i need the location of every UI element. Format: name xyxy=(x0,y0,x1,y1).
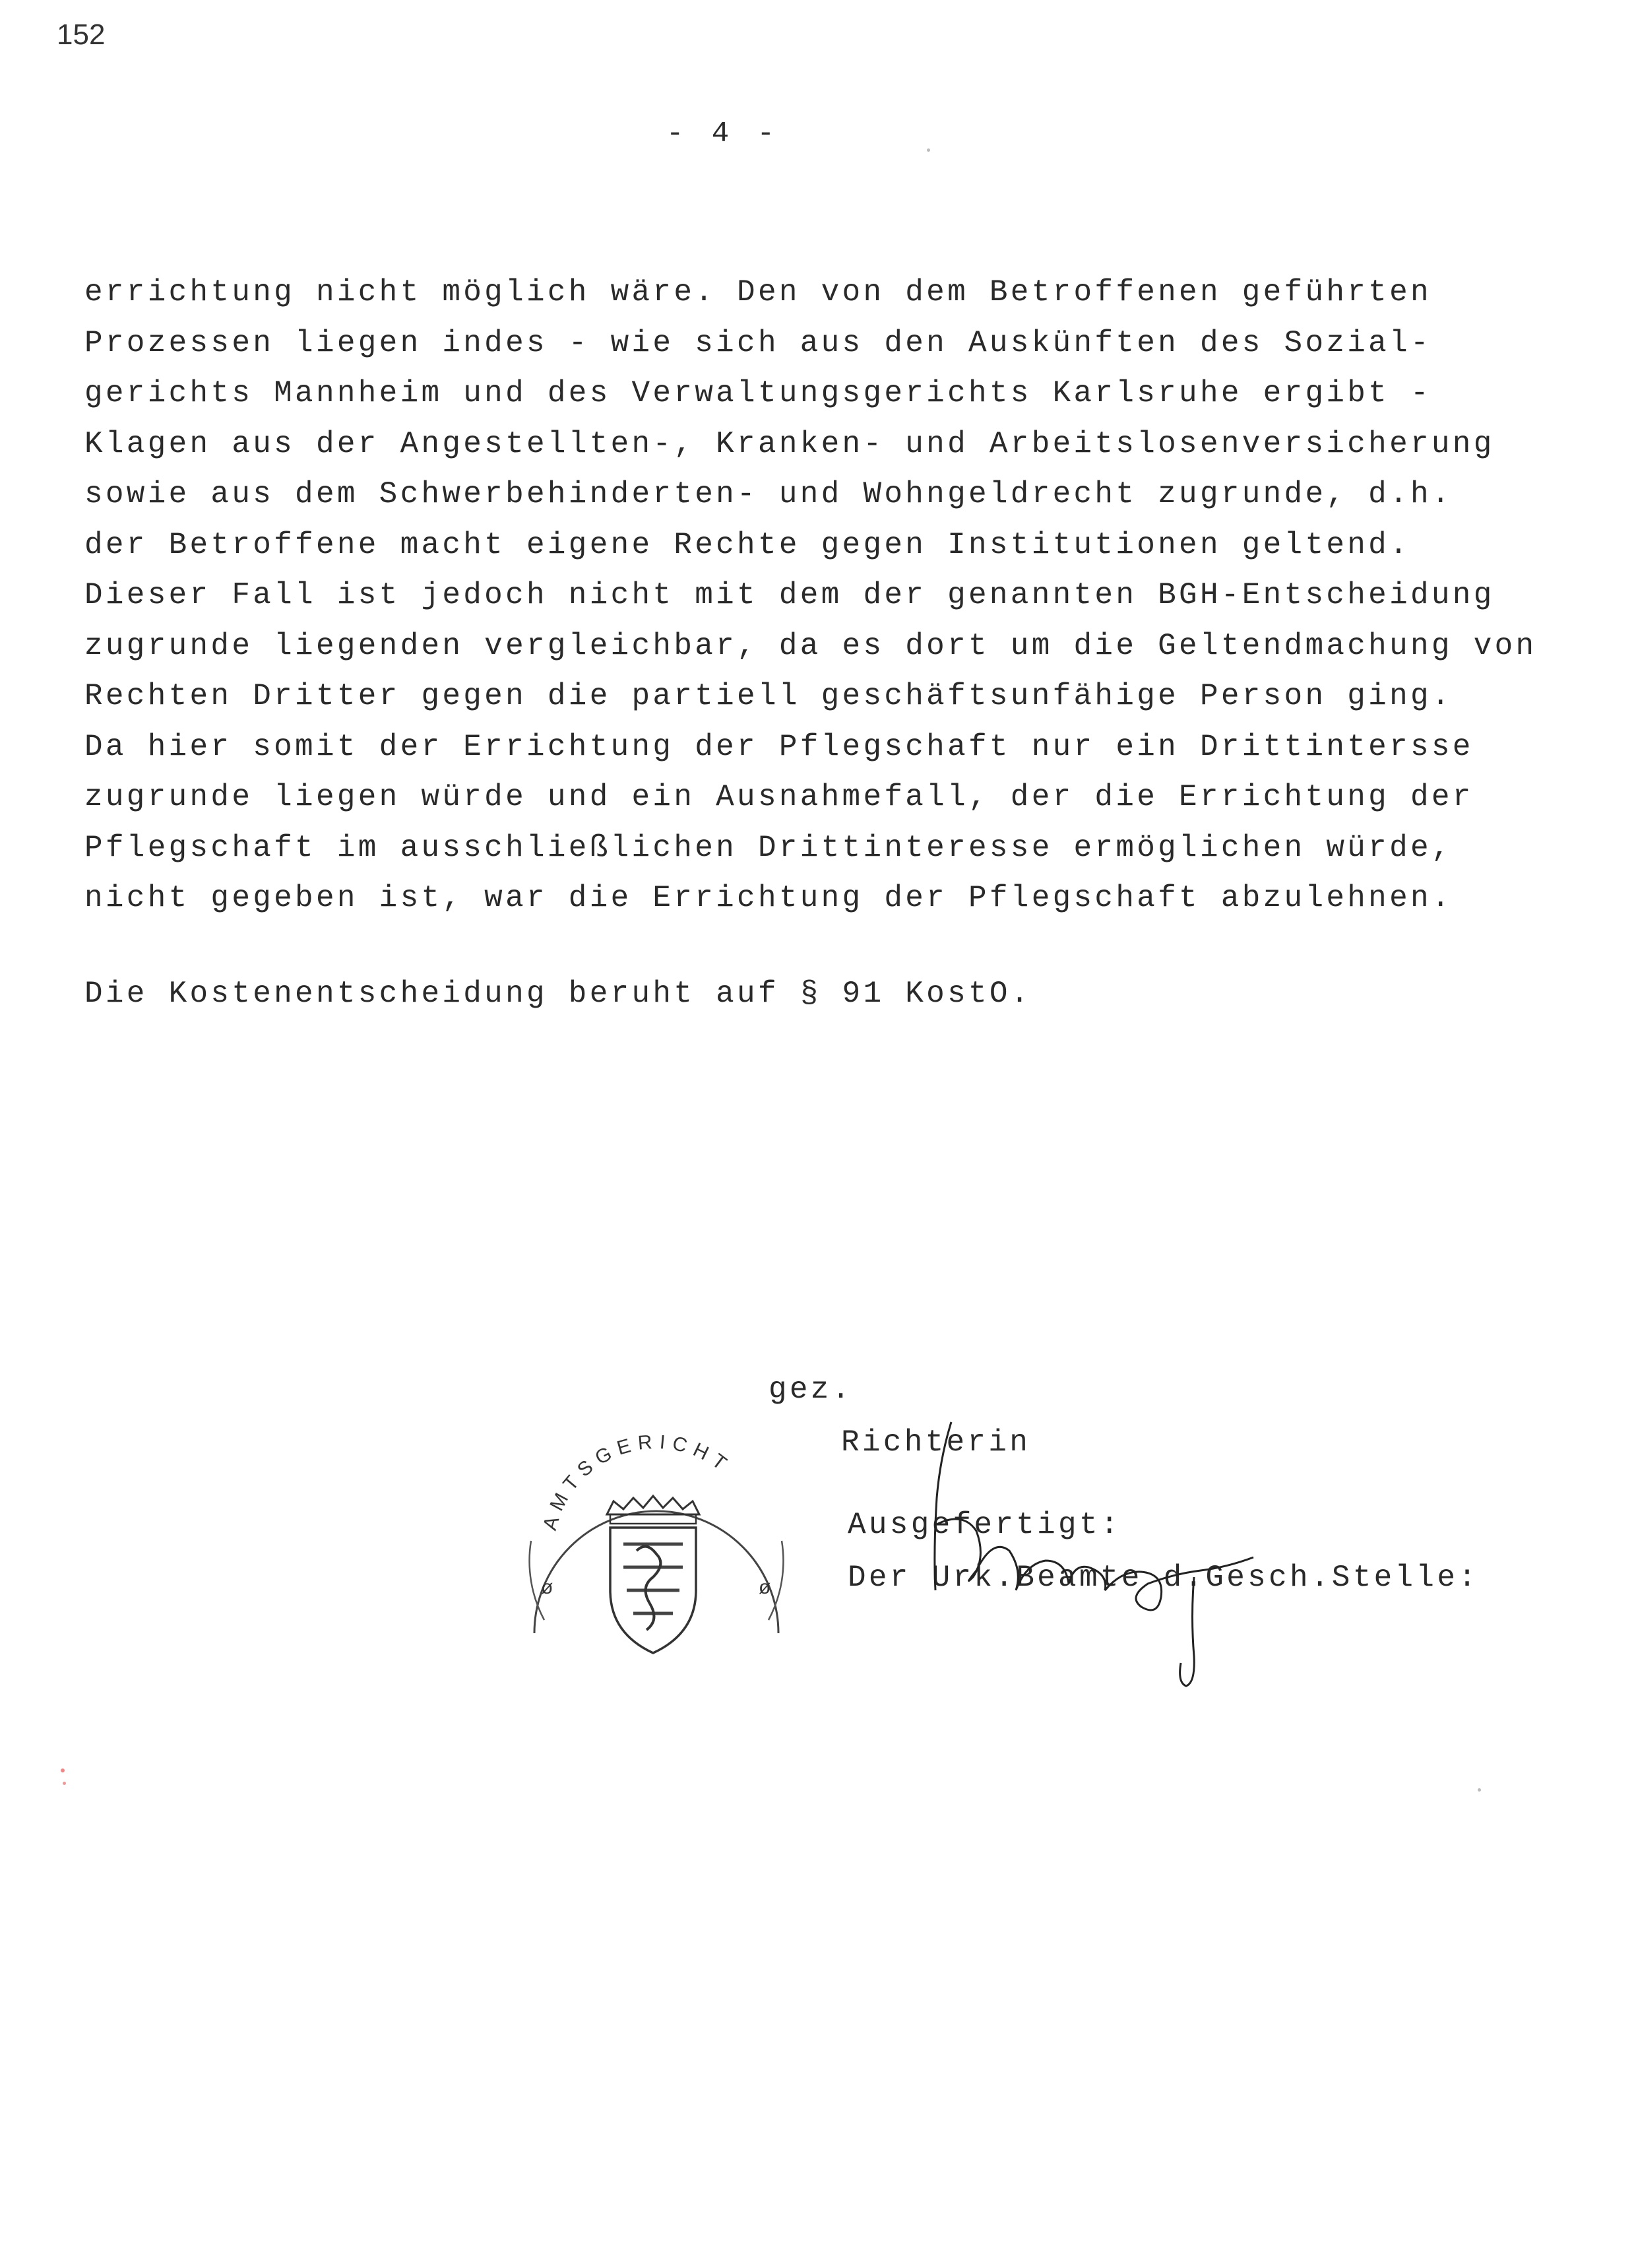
scan-speck xyxy=(1478,1788,1481,1792)
body-paragraph xyxy=(84,267,1575,924)
handwritten-signature xyxy=(910,1419,1280,1696)
cost-decision-line: Die Kostenentscheidung beruht auf § 91 KostO. xyxy=(84,977,1032,1011)
seal-mark-right: ø xyxy=(759,1576,771,1598)
text-line: zugrunde liegenden vergleichbar, da es dort um die Geltendmachung von xyxy=(84,628,1537,663)
text-line: nicht gegeben ist, war die Errichtung der Pflegschaft abzulehnen. xyxy=(84,881,1453,915)
seal-mark-left: ø xyxy=(541,1576,553,1598)
issued-label: Ausgefertigt: xyxy=(848,1508,1121,1542)
coat-of-arms-icon xyxy=(607,1496,699,1653)
text-line: gerichts Mannheim und des Verwaltungsgerichts Karlsruhe ergibt - xyxy=(84,376,1432,410)
text-line: Da hier somit der Errichtung der Pflegschaft nur ein Drittintersse xyxy=(84,729,1474,764)
scan-speck xyxy=(61,1768,65,1772)
page-header: - 4 - xyxy=(666,117,780,150)
text-line: sowie aus dem Schwerbehinderten- und Wohngeldrecht zugrunde, d.h. xyxy=(84,477,1453,511)
clerk-label: Der Urk.Beamte d.Gesch.Stelle: xyxy=(848,1561,1480,1595)
scan-speck xyxy=(927,148,930,152)
text-line: zugrunde liegen würde und ein Ausnahmefall, der die Errichtung der xyxy=(84,780,1474,814)
gez-label: gez. xyxy=(769,1373,853,1407)
text-line: Pflegschaft im ausschließlichen Drittinteresse ermöglichen würde, xyxy=(84,830,1453,865)
text-line: der Betroffene macht eigene Rechte gegen Institutionen geltend. xyxy=(84,527,1410,562)
judge-role: Richterin xyxy=(841,1425,1031,1460)
text-line: Dieser Fall ist jedoch nicht mit dem der genannten BGH-Entscheidung xyxy=(84,578,1495,612)
seal-text: AMTSGERICHT xyxy=(539,1435,736,1533)
text-line: Rechten Dritter gegen die partiell geschäftsunfähige Person ging. xyxy=(84,679,1453,713)
text-line: Prozessen liegen indes - wie sich aus den Auskünften des Sozial- xyxy=(84,325,1432,360)
page-number: 152 xyxy=(57,18,106,51)
text-line: errichtung nicht möglich wäre. Den von dem Betroffenen geführten xyxy=(84,275,1432,309)
text-line: Klagen aus der Angestellten-, Kranken- und Arbeitslosenversicherung xyxy=(84,426,1495,461)
scan-speck xyxy=(63,1782,66,1785)
court-seal xyxy=(515,1435,798,1673)
